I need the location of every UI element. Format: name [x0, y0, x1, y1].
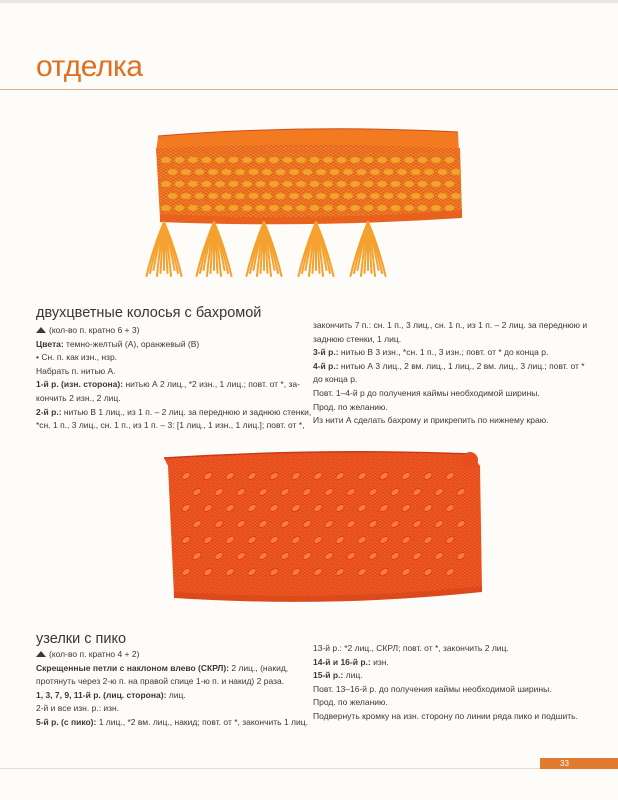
stitch: [229, 157, 239, 163]
title-rule: [0, 89, 618, 90]
stitch: [195, 193, 205, 199]
text-line: Цвета: темно-желтый (А), оранжевый (В): [36, 338, 200, 349]
stitch: [316, 193, 326, 199]
fringe-tassel: [147, 222, 182, 276]
stitch: [269, 157, 279, 163]
stitch: [256, 181, 266, 187]
stitch: [276, 169, 286, 175]
stitch: [445, 205, 455, 211]
stitch: [208, 169, 218, 175]
stitch: [323, 157, 333, 163]
stitch: [445, 181, 455, 187]
stitch: [337, 157, 347, 163]
stitch: [168, 169, 178, 175]
stitch: [391, 205, 401, 211]
stitch: [411, 193, 421, 199]
stitch: [202, 157, 212, 163]
swatch-photo-fringe: [126, 118, 476, 288]
section-2-right-column: [313, 642, 578, 724]
stitch: [269, 181, 279, 187]
text-line: протянуть через 2-ю п. на правой спице 1-ю п. и накид) 2 раза.: [36, 676, 285, 687]
text-line: 5-й р. (с пико): 1 лиц., *2 вм. лиц., накид; повт. от *, закончить 1 лиц.: [36, 716, 308, 727]
stitch: [256, 205, 266, 211]
stitch: [195, 169, 205, 175]
stitch: [296, 205, 306, 211]
triangle-icon: [36, 327, 46, 333]
stitch: [202, 205, 212, 211]
text-line: (кол-во п. кратно 6 + 3): [36, 324, 311, 338]
stitch: [310, 205, 320, 211]
stitch: [350, 205, 360, 211]
stitch: [242, 205, 252, 211]
text-line: кончить 2 изн., 2 лиц.: [36, 392, 121, 403]
stitch: [438, 169, 448, 175]
stitch: [377, 205, 387, 211]
stitch: [249, 169, 259, 175]
text-line: 2-й р.: нитью В 1 лиц., из 1 п. – 2 лиц. за переднюю и заднюю стенки,: [36, 406, 312, 417]
stitch: [256, 157, 266, 163]
swatch-fringe-image: [126, 118, 476, 288]
stitch: [397, 169, 407, 175]
page-number: 33: [560, 759, 569, 768]
footer-bar: [540, 758, 618, 769]
stitch: [431, 157, 441, 163]
stitch: [397, 193, 407, 199]
stitch: [208, 193, 218, 199]
stitch: [323, 181, 333, 187]
section-2-left-column: [36, 648, 308, 730]
swatch-picot-image: [150, 446, 490, 612]
stitch: [262, 193, 272, 199]
stitch: [445, 157, 455, 163]
stitch: [310, 181, 320, 187]
stitch: [451, 193, 461, 199]
text-line: заднюю стенки, 1 лиц.: [313, 333, 402, 344]
stitch: [215, 205, 225, 211]
stitch: [283, 157, 293, 163]
text-line: Прод. по желанию.: [313, 401, 388, 412]
top-rule: [0, 0, 618, 3]
stitch: [384, 169, 394, 175]
stitch: [337, 205, 347, 211]
stitch: [418, 157, 428, 163]
stitch: [276, 193, 286, 199]
stitch: [384, 193, 394, 199]
stitch: [377, 181, 387, 187]
stitch: [343, 193, 353, 199]
stitch: [289, 169, 299, 175]
text-line: Повт. 13–16-й р. до получения каймы необходимой ширины.: [313, 683, 552, 694]
stitch: [188, 157, 198, 163]
text-line: Подвернуть кромку на изн. сторону по линии ряда пико и подшить.: [313, 710, 578, 721]
text-line: 13-й р.: *2 лиц., СКРЛ; повт. от *, закончить 2 лиц.: [313, 643, 509, 653]
stitch: [161, 181, 171, 187]
stitch: [370, 169, 380, 175]
swatch-photo-picot: [150, 446, 490, 612]
text-line: 15-й р.: лиц.: [313, 670, 363, 681]
triangle-icon: [36, 651, 46, 657]
stitch: [370, 193, 380, 199]
stitch: [283, 205, 293, 211]
text-line: Прод. по желанию.: [313, 697, 388, 708]
stitch: [451, 169, 461, 175]
stitch: [235, 169, 245, 175]
stitch: [296, 157, 306, 163]
stitch: [215, 181, 225, 187]
text-line: 3-й р.: нитью В 3 изн., *сн. 1 п., 3 изн.; повт. от * до конца р.: [313, 347, 549, 358]
stitch: [168, 193, 178, 199]
stitch: [222, 193, 232, 199]
stitch: [222, 169, 232, 175]
fringe-tassel: [247, 222, 282, 276]
stitch: [181, 193, 191, 199]
text-line: 4-й р.: нитью А 3 лиц., 2 вм. лиц., 1 лиц., 2 вм. лиц., 3 лиц.; повт. от *: [313, 360, 585, 371]
stitch: [391, 181, 401, 187]
text-line: до конца р.: [313, 374, 358, 385]
stitch: [424, 169, 434, 175]
stitch: [269, 205, 279, 211]
stitch: [364, 157, 374, 163]
stitch: [357, 193, 367, 199]
footer-rule: [0, 768, 618, 769]
text-line: Скрещенные петли с наклоном влево (СКРЛ): 2 лиц., (накид,: [36, 662, 289, 673]
stitch: [330, 193, 340, 199]
stitch: [262, 169, 272, 175]
stitch: [175, 181, 185, 187]
stitch: [283, 181, 293, 187]
text-line: закончить 7 п.: сн. 1 п., 3 лиц., сн. 1 п., из 1 п. – 2 лиц. за переднюю и: [313, 320, 588, 330]
text-line: 2-й и все изн. р.: изн.: [36, 703, 120, 714]
stitch: [175, 205, 185, 211]
stitch: [242, 181, 252, 187]
stitch: [289, 193, 299, 199]
stitch: [404, 157, 414, 163]
stitch: [418, 205, 428, 211]
stitch: [303, 169, 313, 175]
stitch: [215, 157, 225, 163]
stitch: [391, 157, 401, 163]
stitch: [161, 157, 171, 163]
stitch: [404, 181, 414, 187]
stitch: [431, 181, 441, 187]
stitch: [350, 181, 360, 187]
stitch: [181, 169, 191, 175]
text-line: (кол-во п. кратно 4 + 2): [36, 648, 308, 662]
fringe-tassel: [197, 222, 232, 276]
stitch: [364, 181, 374, 187]
text-line: Повт. 1–4-й р до получения каймы необходимой ширины.: [313, 387, 540, 398]
stitch: [364, 205, 374, 211]
stitch: [188, 181, 198, 187]
stitch: [296, 181, 306, 187]
stitch: [418, 181, 428, 187]
stitch: [249, 193, 259, 199]
page-title: отделка: [36, 50, 143, 83]
stitch: [404, 205, 414, 211]
text-line: Набрать п. нитью А.: [36, 365, 116, 376]
stitch: [438, 193, 448, 199]
stitch: [337, 181, 347, 187]
stitch: [229, 205, 239, 211]
stitch: [161, 205, 171, 211]
stitch: [323, 205, 333, 211]
fringe-tassel: [299, 222, 334, 276]
stitch: [411, 169, 421, 175]
stitch: [175, 157, 185, 163]
text-line: *сн. 1 п., 3 лиц., сн. 1 п., из 1 п. – 3: [1 лиц., 1 изн., 1 лиц.]; повт. от *,: [36, 420, 305, 431]
text-line: 1, 3, 7, 9, 11-й р. (лиц. сторона): лиц.: [36, 689, 186, 700]
text-line: 14-й и 16-й р.: изн.: [313, 656, 389, 667]
stitch: [350, 157, 360, 163]
fringe: [147, 222, 386, 276]
text-line: • Сн. п. как изн., нзр.: [36, 352, 118, 363]
stitch: [229, 181, 239, 187]
stitch: [310, 157, 320, 163]
stitch: [343, 169, 353, 175]
stitch: [377, 157, 387, 163]
section-1-left-column: [36, 324, 311, 433]
stitch: [188, 205, 198, 211]
stitch: [235, 193, 245, 199]
text-line: 1-й р. (изн. сторона): нитью А 2 лиц., *2 изн., 1 лиц.; повт. от *, за-: [36, 379, 300, 390]
stitch: [202, 181, 212, 187]
stitch: [431, 205, 441, 211]
stitch: [303, 193, 313, 199]
text-line: Из нити А сделать бахрому и прикрепить по нижнему краю.: [313, 415, 549, 426]
stitch: [330, 169, 340, 175]
section-title-2: узелки с пико: [36, 631, 127, 647]
stitch: [424, 193, 434, 199]
section-1-right-column: [313, 319, 587, 428]
stitch: [357, 169, 367, 175]
fringe-tassel: [351, 222, 386, 276]
section-title-1: двухцветные колосья с бахромой: [36, 305, 262, 321]
stitch: [242, 157, 252, 163]
stitch: [316, 169, 326, 175]
